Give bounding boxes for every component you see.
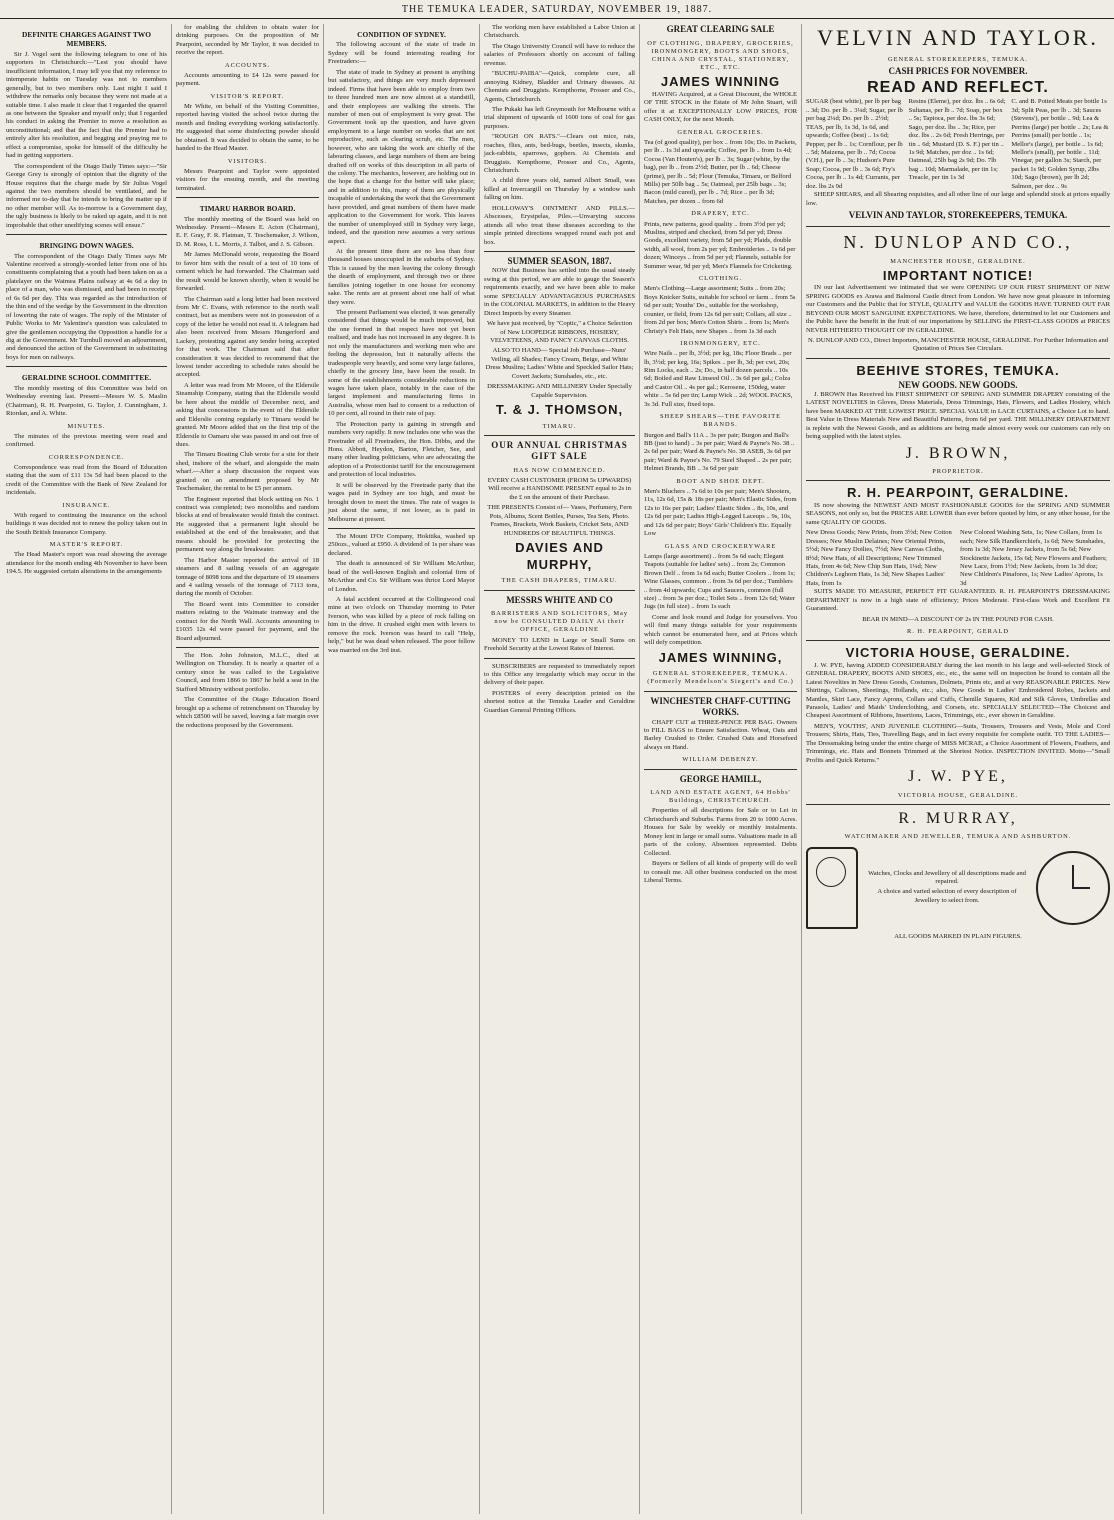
paragraph: The correspondent of the Otago Daily Times says:—"Sir George Grey is strongly of opinion that the dignity of the House requires that the charge made by Sir Julius Vogel against the two members should be ventilated, and he informed me to-day that he intends to bring the matter up if no other member will. As to-morrow is a Government day, the ugly business is likely to be raked up again, and it is not improbable that other unedifying scenes will ensue." xyxy=(6,162,167,229)
paragraph: It will be observed by the Freetrade party that the wages paid in Sydney are too high, and must be brought down to meet the times. The rate of wages is just about the same, if not lower, as is paid in Melbourne at present. xyxy=(328,481,475,523)
price-list: New Dress Goods; New Prints, from 3½d; New Cotton Dresses; New Muslin Delaines; New Oriental Prints, 5½d; New Fancy Doilies, 7½d; New Canvas Cloths, 8½d; New Hats, of all Descriptions; New Trimmed Hats, from 4s 6d; New Chip Sun Hats, 1¼d; New Children's Leghorn Hats, 1s 3d; New Shapes Ladies' Hats, from 1s xyxy=(806,529,952,587)
ad-signature: VELVIN AND TAYLOR, STOREKEEPERS, TEMUKA. xyxy=(848,210,1068,221)
subhead: BOOT AND SHOE DEPT. xyxy=(676,477,765,485)
divider xyxy=(484,590,635,591)
paragraph: THE PRESENTS Consist of— Vases, Perfumery, Fern Pots, Albums, Scent Bottles, Purses, Tea Sets, Photo. Frames, Brackets, Work Baskets, Cricket Sets, AND HUNDREDS OF BEAUTIFUL THINGS. xyxy=(487,504,632,537)
signature: WILLIAM DEBENZY. xyxy=(682,756,759,764)
subhead: CORRESPONDENCE. xyxy=(48,453,125,461)
ad-heading: GEORGE HAMILL, xyxy=(679,773,762,784)
paragraph: BEAR IN MIND—A DISCOUNT OF 2s IN THE POUND FOR CASH. xyxy=(862,615,1054,623)
paragraph: SHEEP SHEARS, and all Shearing requisites, and all other line of our large and splendid stock at prices equally low. xyxy=(806,191,1110,207)
ad-heading: J. BROWN, xyxy=(905,444,1011,462)
paragraph: The Committee of the Otago Education Board brought up a scheme of retrenchment on Thursday by which £8500 will be saved, leaving a fair margin over the reductions proposed by the Government. xyxy=(176,696,319,729)
paragraph: J. W. PYE, having ADDED CONSIDERABLY during the last month to his large and well-selected Stock of GENERAL DRAPERY, BOOTS AND SHOES, etc., etc., the same will on inspection be found to contain all the Latest Novelties in New Dress Goods, Costumes, Dolmets, Prints etc, and at very REASONABLE PRICES. New Shirtings, Calicoes, Sheetings, Hollands, etc.; also, New Goods in Ladies' Embroidered Robes, Jackets and Mantles, Skirt Lace, Fancy Aprons, Collars and Cuffs, Chenille Squares, Kid and Silk Gloves, Umbrellas and Parasols, Ladies' and Maids' Underclothing, and Corsets, etc. SPECIALLY SELECTED—The Choicest and Cheapest Assortment of Ribbons, Insertions, Laces, Trimmings, etc., ever shown in Geraldine. xyxy=(806,661,1110,720)
subhead: INSURANCE. xyxy=(62,501,111,509)
ad-heading: NEW GOODS. NEW GOODS. xyxy=(898,379,1018,390)
paragraph: The Chairman said a long letter had been received from Mr C. Evans, with reference to the north wall contract, but as members were not in possession of a copy of the letter he would not read it. A telegram had also been received from Messrs Hungerford and Lackey, protesting against any tender being accepted for that work. The Chairman said that after consideration it was decided to recommend that the lowest tender according to schedule rates should be accepted. xyxy=(176,295,319,379)
ad-heading: BEEHIVE STORES, TEMUKA. xyxy=(856,362,1060,378)
headline: GERALDINE SCHOOL COMMITTEE. xyxy=(21,373,152,383)
ad-heading: R. MURRAY, xyxy=(898,809,1018,827)
price-table xyxy=(806,98,1110,191)
ad-heading: DAVIES AND MURPHY, xyxy=(515,540,604,572)
pocket-watch-icon xyxy=(1036,851,1110,925)
masthead: THE TEMUKA LEADER, SATURDAY, NOVEMBER 19, 1887. xyxy=(0,4,1114,19)
divider xyxy=(484,251,635,252)
ad-heading: JAMES WINNING, xyxy=(658,649,783,665)
ad-heading: MESSRS WHITE AND CO xyxy=(506,594,613,605)
divider xyxy=(806,358,1110,359)
paragraph: Mr James McDonald wrote, requesting the Board to favor him with the result of a test of 10 tons of cement which he had forwarded. The Chairman said the result would be known shortly, when it would be forwarded. xyxy=(176,251,319,293)
paragraph: Accounts amounting to £4 12s were passed for payment. xyxy=(176,71,319,88)
paragraph: A fatal accident occurred at the Collingwood coal mine at two o'clock on Thursday morning to Peter Iverson, who was killed by a piece of rock falling on him in the drive. It crushed eight men with levers to remove the rock. Iverson was heard to call "Help, help," but he was dead when released. The poor fellow was married on the 3rd inst. xyxy=(328,596,475,654)
divider xyxy=(484,435,635,436)
paragraph: HOLLOWAY'S OINTMENT AND PILLS.—Abscesses, Erysipelas, Piles.—Unvarying success attends all who treat these diseases according to the simple printed directions wrapped round each pot and box. xyxy=(484,204,635,246)
paragraph: ALL GOODS MARKED IN PLAIN FIGURES. xyxy=(894,933,1022,941)
paragraph: The Protection party is gaining in strength and numbers very rapidly. It now includes one who was the Freetrader of all Freetraders, the Hon. Dibbs, and the Hons. Abbott, Heydon, Barton, Fletcher, See, and many other leading politicians, who are advocating the adoption of a Protectionist tariff for the encouragement and protection of local industries. xyxy=(328,420,475,479)
paragraph: We have just received, by "Coptic," a Choice Selection of New LOOPEDGE RIBBONS, HOSIERY, VELVETEENS, AND FANCY CANVAS CLOTHS. xyxy=(486,320,633,344)
divider xyxy=(806,480,1110,481)
ad-heading: IMPORTANT NOTICE! xyxy=(882,267,1034,283)
paragraph: ALSO TO HAND— Special Job Purchase—Nuns' Veiling, all Shades; Fancy Cream, Beige, and White Dress Muslins; Ladies' White and Speckled Sailor Hats; Covert Jackets; Sunshades, etc., etc. xyxy=(485,347,634,380)
ad-heading: R. H. PEARPOINT, GERALDINE. xyxy=(846,485,1070,501)
paragraph: Watches, Clocks and Jewellery of all descriptions made and repaired. xyxy=(868,869,1026,885)
ad-heading: OUR ANNUAL CHRISTMAS GIFT SALE xyxy=(491,439,628,462)
subhead: VISITORS. xyxy=(227,157,268,165)
ad-heading: VICTORIA HOUSE, GERALDINE. xyxy=(845,645,1071,661)
divider xyxy=(644,769,797,770)
paragraph: Buyers or Sellers of all kinds of property will do well to consult me. All other business conducted on the most Liberal Terms. xyxy=(644,860,797,884)
paragraph: The correspondent of the Otago Daily Times says Mr Valentine received a strongly-worded letter from one of his constituents complaining that a youth had been taken on as a platelayer on the Waimea Plains railway at 4s 6d a day in place of a man, who was dismissed, and had been in receipt of 6s 6d per day. This was regarded as the introduction of the thin end of the wedge by the Government in the direction of lowering the rate of wages. The reply of the Minister of Public Works to Mr Valentine's question was calculated to give the gentlemen occupying the Opposition a handle for a dig at the Government. Mr Turnbull moved an adjournment, and denounced the action of the Government in substituting boys for men on railways. xyxy=(6,252,167,361)
ad-heading: VELVIN AND TAYLOR. xyxy=(817,25,1099,50)
subhead: GLASS AND CROCKERYWARE xyxy=(664,542,777,550)
paragraph: Properties of all descriptions for Sale or to Let in Christchurch and Suburbs. Farms from 20 to 1000 Acres. Houses for Sale by weekly or monthly instalments. Money lent in large or small sums. Valuations made in all parts of the colony. Absentees represented. Debts Collected. xyxy=(644,807,797,857)
paragraph: N. DUNLOP AND CO., Direct Importers, MANCHESTER HOUSE, GERALDINE. For Further Information and Quotation of Prices See Circulars. xyxy=(807,337,1109,353)
ad-subheading: HAS NOW COMMENCED. xyxy=(513,466,606,474)
paragraph: The Otago University Council will have to reduce the salaries of Professors shortly on account of falling revenue. xyxy=(484,42,635,67)
paragraph: The Engineer reported that block setting on No. 1 contract was completed; two monoliths and random blocks at end of breakwater would finish the contract. He suggested that a permanent light should be established at the end of the breakwater, and that means should be provided for protecting the permanent way along the breakwater. xyxy=(176,495,319,554)
ad-subheading: WATCHMAKER AND JEWELLER, TEMUKA AND ASHBURTON. xyxy=(844,833,1072,841)
paragraph: Sir J. Vogel sent the following telegram to one of his supporters in Christchurch:—"Lest you should have insufficient information, I may tell you that my reference to intemperate habits on Tuesday was not to members generally, but to two members only. Last night I said I withdrew the remarks only because they were not made at a suitable time. I also made it clear that I regarded the quarrel as one between the Speaker and myself only; that I regarded his conduct in asking the Premier to move a resolution as unconstitutional; and that the fact that the Premier had to entirely alter his resolution, and begging and praying me to effect a compromise, spoke for himself of the difficulty he had in getting supporters. xyxy=(6,50,167,160)
ad-heading: CASH PRICES FOR NOVEMBER. xyxy=(888,66,1028,77)
signature: R. H. PEARPOINT, GERALD xyxy=(906,628,1010,636)
paragraph: The minutes of the previous meeting were read and confirmed. xyxy=(6,432,167,449)
ad-subheading: VICTORIA HOUSE, GERALDINE. xyxy=(897,791,1019,799)
ad-subheading: OF CLOTHING, DRAPERY, GROCERIES, IRONMONGERY, BOOTS AND SHOES, CHINA AND CRYSTAL, STATIONERY, ETC., ETC. xyxy=(647,39,794,72)
price-list: Lamps (large assortment) .. from 5s 6d each; Elegant Teapots (suitable for ladies' sets) .. from 2s; Common Brown Delf .. from 1s 6d each; Butter Coolers .. from 1s; Wine Glasses, common .. from 3s 6d per doz.; Tumblers .. from 4d upwards; Cups and Saucers, common (full size) .. from 3s per doz.; Toilet Sets .. from 12s 6d; Water Jugs (in full size) .. from 1s each xyxy=(644,552,796,611)
divider xyxy=(328,528,475,529)
paragraph: With regard to continuing the insurance on the school buildings it was decided not to renew the policy taken out in the South British Insurance Company. xyxy=(6,511,167,536)
price-list: Resins (Eleme), per doz. lbs .. 6s 6d; Sultanas, per lb .. 7d; Soap, per box .. 5s; Tapioca, per doz. lbs 3s 6d; Sago, per doz. lbs .. 3s; Rice, per doz. lbs .. 2s 6d; Fresh Herrings, per tin .. 6d; Mustard (D. S. F.) per tin .. 1s 9d; Matches, per doz .. 1s 6d; Oatmeal, 25lb bag 2s 9d; Do. 7lb bag .. 10d; Marmalade, per tin 1s; Treacle, per tin 1s 3d xyxy=(908,98,1006,182)
ad-heading: N. DUNLOP AND CO., xyxy=(843,231,1073,252)
ad-heading: J. W. PYE, xyxy=(908,768,1008,786)
divider xyxy=(6,234,167,235)
subhead: GENERAL GROCERIES. xyxy=(677,128,764,136)
subhead: IRONMONGERY, ETC. xyxy=(680,339,761,347)
price-list: SUGAR (best white), per lb per bag .. 3d; Do. per lb .. 3¼d; Sugar, per lb per bag 2¼d; Do. per lb .. 2½d; TEAS, per lb, 1s 3d, 1s 6d, and upwards; Coffee (best) .. 1s 6d; Pepper, per lb .. 1s; Cornflour, per lb .. 5d; Maizena, per lb .. 7d; Cocoa (V.H.), per lb .. 3s; Hudson's Pure Soap; Cocoa, per lb .. 3s 6d; Fry's Cocoa, per lb .. 1s 4d; Currants, per doz. lbs 2s 9d xyxy=(806,98,903,190)
price-list: Prints, new patterns, good quality .. from 3½d per yd; Muslins, striped and checked, from 5d per yd; Dress Goods, excellent variety, from 5d per yd; Plaids, double width, all wool, from 2s per yd; Embroideries .. 1s 6d per dozen; Winceys .. from 5d per yd; Flannels, suitable for Summer wear, 9d per yd; Men's Flannels for Cricketing. xyxy=(644,220,796,270)
paragraph: The monthly meeting of the Board was held on Wednesday. Present—Messrs E. Acton (Chairman), E. F. Gray, F. R. Flatman, T. Teschemaker, J. Wilson, D. M. Ross, I. L. Morris, J. Talbot, and J. S. Gibson. xyxy=(176,215,319,248)
subhead: CLOTHING. xyxy=(698,275,743,283)
paragraph: A letter was read from Mr Moore, of the Eldersile Steamship Company, stating that the Eldersile would be here about the middle of December next, and asking that concessions in the event of the Eldersile and Elderslie coming regularly to Timaru would be granted. Mr Moore added that on the first trip of the Eldersile to Oamaru she was passed in and out free of dues. xyxy=(176,381,319,448)
paragraph: Mr White, on behalf of the Visiting Committee, reported having visited the school twice during the month and finding everything working satisfactorily. He suggested that some disinfecting powder should be obtained. It was decided to obtain the same, to be handed to the Head Master. xyxy=(176,103,319,153)
headline: BRINGING DOWN WAGES. xyxy=(39,241,134,251)
divider xyxy=(176,197,319,198)
headline: DEFINITE CHARGES AGAINST TWO MEMBERS. xyxy=(22,30,151,49)
price-list: Men's Bluchers .. 7s 6d to 10s per pair; Men's Shooters, 11s, 12s 6d, 15s & 18s per pair; Men's Elastic Sides, from 12s to 16s per pair; Ladies' Elastic Sides .. 8s, 10s, and 12s 6d per pair; Ladies High-Legged Laceups .. 9s, 10s, and 12s 6d per pair; Boys' Girls' Children's Etc. Equally Low xyxy=(644,487,797,538)
paragraph: HAVING Acquired, at a Great Discount, the WHOLE OF THE STOCK in the Estate of Mr John Stuart, will offer it at EXCEPTIONALLY LOW PRICES, FOR CASH ONLY, for the next Month. xyxy=(644,90,797,124)
ad-subheading: MANCHESTER HOUSE, GERALDINE. xyxy=(890,257,1026,265)
price-list: Wire Nails .. per lb, 3½d; per kg, 18s; Floor Brads .. per lb, 3½d; per keg, 16s; Spikes .. per lb, 3d; per cwt, 20s; Rim Locks, each .. 2s; Do., in half dozen parcels .. 10s 6d; Boiled and Raw Linseed Oil .. 3s 6d per gal.; Colza and Castor Oil .. 4s per gal.; Kerosene, 150deg, water white .. 5s 6d per tin; Lamp Wick .. 2d; WOOL PACKS, 3s 3d. Full size, fixed tops. xyxy=(644,350,793,408)
headline: CONDITION OF SYDNEY. xyxy=(357,30,446,39)
paragraph: The Harbor Master reported the arrival of 18 steamers and 8 sailing vessels of an aggregate tonnage of 8098 tons and the departure of 19 steamers and 4 sailing vessels of the tonnage of 7113 tons, during the month of October. xyxy=(176,556,320,598)
paragraph: SUITS MADE TO MEASURE, PERFECT FIT GUARANTEED. R. H. PEARPOINT'S DRESSMAKING DEPARTMENT is now in a high state of efficiency; Prices Moderate. First-class Work and Excellent Fit Guaranteed. xyxy=(806,588,1110,613)
paragraph: The Mount D'Or Company, Hokitika, washed up 250ozs., valued at £950. A dividend of 1s per share was declared. xyxy=(328,532,475,557)
price-list: Burgon and Ball's 11A .. 3s per pair; Burgon and Ball's BB (just to hand) .. 3s per pair; Ward & Payne's No. 38 .. 2s 6d per pair; Ward & Payne's No. 38 ASEB, 3s 6d per pair; Ward & Payne's No. 79 Steel Shaped .. 2s per pair; Helmet Brands, BB .. 3s 6d per pair xyxy=(644,431,795,473)
paragraph: The Timaru Boating Club wrote for a site for their shed, inshore of the wharf, and alongside the main wharf.—After a sharp discussion the request was granted on an amendment proposed by Mr Teschemaker, the rental to be £5 per annum. xyxy=(176,451,319,493)
subhead: MINUTES. xyxy=(67,422,106,430)
price-list: New Colored Washing Sets, 1s; New Collars, from 1s each; New Silk Handkerchiefs, 1s 6d; New Sunshades, from 1s 3d; New Jersey Jackets, from 5s 6d; New Stockinette Jackets, 15s 6d; New Flowers and Feathers; New Lace, from 1½d; New Jackets, from 1s 3d doz; New Children's Pinafores, 1s; New Ladies' Aprons, 1s 3d xyxy=(960,529,1107,587)
ad-subheading: LAND AND ESTATE AGENT, 64 Hobbs' Buildings, CHRISTCHURCH. xyxy=(650,789,791,805)
column-1 xyxy=(2,24,172,1514)
paragraph: The Hon. John Johnston, M.L.C., died at Wellington on Thursday. It is nearly a quarter of a century since he was called to the Legislative Council, and from 1866 to 1867 he held a seat in the Stafford Ministry without portfolio. xyxy=(176,652,319,693)
paragraph: EVERY CASH CUSTOMER (FROM 5s UPWARDS) Will receive a HANDSOME PRESENT equal to 2s in the £ on the amount of their Purchase. xyxy=(487,477,632,501)
paragraph: The following account of the state of trade in Sydney will be found interesting reading for Freetraders:— xyxy=(328,41,475,66)
ad-subheading: BARRISTERS AND SOLICITORS, May now be CONSULTED DAILY At their OFFICE, GERALDINE xyxy=(490,610,629,634)
divider xyxy=(806,226,1110,227)
column-3 xyxy=(324,24,480,1514)
divider xyxy=(644,691,797,692)
divider xyxy=(806,804,1110,805)
ad-heading: SUMMER SEASON, 1887. xyxy=(507,255,612,266)
subhead: SHEEP SHEARS—THE FAVORITE BRANDS. xyxy=(659,413,782,429)
ad-subheading: THE CASH DRAPERS, TIMARU. xyxy=(501,577,618,585)
subhead: DRAPERY, ETC. xyxy=(691,210,750,218)
paragraph: The monthly meeting of this Committee was held on Wednesday evening last. Present—Messrs W. S. Maslin (Chairman), R. H. Pearpoint, G. Taylor, J. Cunningham, J. Riordan, and A. White. xyxy=(6,384,167,418)
ad-subheading: GENERAL STOREKEEPERS, TEMUKA. xyxy=(887,56,1028,64)
column-5 xyxy=(640,24,802,1514)
paragraph: POSTERS of every description printed on the shortest notice at the Temuka Leader and Geraldine Guardian General Printing Offices. xyxy=(484,689,635,714)
ad-subheading: TIMARU. xyxy=(542,422,577,430)
paragraph: Come and look round and Judge for yourselves. You will find many things suitable for your requirements which cannot be enumerated here, and at Prices which will defy competition. xyxy=(644,613,797,647)
paragraph: At the present time there are no less than four thousand houses unoccupied in the suburbs of Sydney. This is caused by the men leaving the colony through the dearth of employment, and through two or three families joining together in one house for economy sake. The rents are at present about one half of what they were. xyxy=(328,247,475,306)
paragraph: DRESSMAKING AND MILLINERY Under Specially Capable Supervision. xyxy=(487,383,632,399)
paragraph: A child three years old, named Albert Small, was killed at Invercargill on Thursday by a window sash falling on him. xyxy=(484,177,635,202)
paragraph: The Board went into Committee to consider matters relating to the Waimate tramway and the contract for the North Wall. Accounts amounting to £1035 12s 4d were passed for payment, and the Board adjourned. xyxy=(176,600,319,642)
divider xyxy=(6,366,167,367)
paragraph: The Pukaki has left Greymouth for Melbourne with a trial shipment of upwards of 1600 tons of coal for gas purposes. xyxy=(484,105,635,130)
paragraph: for enabling the children to obtain water for drinking purposes. On the proposition of Mr Pearpoint, seconded by Mr Taylor, it was decided to receive the report. xyxy=(176,24,319,57)
paragraph: The death is announced of Sir William McArthur, head of the well-known English and colonial firm of McArthur and Co. Sir William was thrice Lord Mayor of London. xyxy=(328,560,475,593)
paragraph: SUBSCRIBERS are requested to immediately report to this Office any irregularity which may occur in the delivery of their paper. xyxy=(484,662,635,687)
divider xyxy=(806,640,1110,641)
headline: TIMARU HARBOR BOARD. xyxy=(199,204,296,214)
paragraph: IS now showing the NEWEST AND MOST FASHIONABLE GOODS for the SPRING AND SUMMER SEASONS, not only so, but the PRICES ARE LOWER than ever before quoted by him, or any other house, for the same QUALITY OF GOODS. xyxy=(806,501,1111,526)
paragraph: J. BROWN Has Received his FIRST SHIPMENT OF SPRING AND SUMMER DRAPERY consisting of the LATEST NOVELTIES in Gloves, Dress Materials, Dress Trimmings, Hats, Flowers, and Ladies Hosiery, which have been MARKED AT THE LOWEST PRICE. SPECIAL VALUE in LACE CURTAINS, a Choice Lot to hand. Best Value in Dress Materials New and Beautiful Patterns, from 6d per yard. THE MILLINERY DEPARTMENT is replete with the Newest Goods, and as additions are being made almost every week our customers can rely on being supplied with the latest styles. xyxy=(806,391,1110,441)
paragraph: A choice and varied selection of every description of Jewellery to select from. xyxy=(877,888,1017,904)
ad-subheading: GENERAL STOREKEEPER, TEMUKA. (Formerly Mendelson's Siegert's and Co.) xyxy=(647,670,794,686)
subhead: MASTER'S REPORT. xyxy=(49,541,124,548)
ad-heading: T. & J. THOMSON, xyxy=(495,402,624,418)
price-list: Tea (of good quality), per box .. from 10s; Do. in Packets, per lb .. 1s 3d and upwards; Coffee, per lb .. from 1s 4d; Cocoa (Van Houten's), per lb .. 3s; Sugar (white, by the bag), per lb .. from 2½d; Butter, per lb .. 6d; Cheese (prime), per lb .. 5d; Flour (Temuka, Timaru, or Belford Mills) per 50lb bag .. 5s; Oatmeal, per 25lb bags .. 3s; Bacon (mild cured), per lb .. 7d; Rice .. per lb 3d; Matches, per dozen .. from 6d xyxy=(644,138,797,205)
paragraph: "BUCHU-PAIBA"—Quick, complete cure, all annoying Kidney, Bladder and Urinary diseases. At Chemists and Druggists. Kempthorne, Prosser and Co., Agents, Christchurch. xyxy=(484,70,635,103)
divider xyxy=(176,647,319,648)
column-4 xyxy=(480,24,640,1514)
paragraph: MEN'S, YOUTHS', AND JUVENILE CLOTHING—Suits, Trousers, Trousers and Vests, Mole and Cord Trousers; Shirts, Hats, Ties, Travelling Bags, and in fact every requisite for complete outfit. TO THE LADIES—The Dressmaking being under the entire charge of MISS MCRAE, a Choice Assortment of Flowers, Feathers, and Trimmings, etc. Hats and Bonnets Trimmed at the Shortest Notice. INSPECTION INVITED. Motto—"Small Profits and Quick Returns." xyxy=(806,722,1110,764)
ad-heading: WINCHESTER CHAFF-CUTTING WORKS. xyxy=(650,695,791,718)
price-table xyxy=(806,529,1110,588)
price-list: Men's Clothing—Large assortment; Suits .. from 20s; Boys Knicker Suits, suitable for school or farm .. from 5s 6d per suit; Youths' Do., suitable for the workshop, counter, or field, from 12s 6d per suit; Collars, all size .. from 2d per box; Men's Cotton Shirts .. from 1s; Men's Christy's Felt Hats, new Shapes .. from 1s 3d each xyxy=(644,285,796,335)
subhead: VISITOR'S REPORT. xyxy=(210,92,285,100)
column-2 xyxy=(172,24,324,1514)
ad-heading: READ AND REFLECT. xyxy=(867,78,1049,96)
paragraph: NOW that Business has settled into the usual steady swing at this period, we are able to gauge the Season's requirements exactly, and we have been able to make some SPECIALLY ADVANTAGEOUS PURCHASES in the COLONIAL MARKETS, in addition to the Heavy Direct Imports by every Steamer. xyxy=(484,267,635,317)
divider xyxy=(484,658,635,659)
paragraph: The working men have established a Labor Union at Christchurch. xyxy=(484,24,635,40)
paragraph: CHAFF CUT at THREE-PENCE PER BAG. Owners to FILL BAGS to Ensure Satisfaction. Wheat, Oats and Barley Crushed to Order. Crushed Oats and Horsefeed always on Hand. xyxy=(644,718,797,751)
ad-heading: GREAT CLEARING SALE xyxy=(666,24,775,34)
ad-heading: JAMES WINNING xyxy=(660,74,781,90)
paragraph: The Head Master's report was read showing the average attendance for the month ending 4th November to have been 194.5. He suggested certain alterations in the arrangements xyxy=(6,551,167,576)
column-6 xyxy=(802,24,1114,1514)
paragraph: IN our last Advertisement we intimated that we were OPENING UP OUR FIRST SHIPMENT OF NEW SPRING GOODS ex Arawa and Balmoral Castle direct from London. We have now great pleasure in informing our Customers and the Public that for STYLE, QUALITY and VALUE the GOODS HAVE TURNED OUT FAR BEYOND OUR MOST SANGUINE EXPECTATIONS. We have, therefore, determined to let our Customers and the Public have the benefit in the fruit of our importations by SELLING the FIRST-CLASS GOODS at PRICES NEVER HITHERTO THOUGHT OF IN GERALDINE. xyxy=(806,284,1110,334)
price-list: C. and B. Potted Meats per bottle 1s 3d; Split Peas, per lb .. 3d; Sauces (Stevens'), per bottle .. 9d; Lea & Perrins (large) per bottle .. 2s; Lea & Perrins (small) per bottle .. 1s; Mellor's (large), per bottle .. 1s 6d; Mellor's (small), per bottle .. 11d; Vinegar, per gallon 3s; Starch, per packet 1s 9d; Golden Syrup, 2lbs 10d; Sago (brown), per lb 2d; Salmon, per doz .. 9s xyxy=(1011,98,1109,190)
ad-subheading: PROPRIETOR. xyxy=(932,468,984,476)
paragraph: Correspondence was read from the Board of Education stating that the sum of £11 13s 5d had been placed to the credit of the Committee with the Bank of New Zealand for incidentals. xyxy=(6,463,167,497)
paragraph: Messrs Pearpoint and Taylor were appointed visitors for the ensuing month, and the meeting terminated. xyxy=(176,167,319,192)
paragraph: The state of trade in Sydney at present is anything but satisfactory, and things are very much depressed indeed. Firms that have been able to employ from two to three hundred men are now almost at a standstill, and their employees are walking the streets. The number of men out of employment is very great. The Government took up the question, and have given employment to a large number on works that are not reproductive, such as clearing scrub, etc. The men, however, who are taking the work are chiefly of the labouring classes, and large numbers of them are being drafted off on works of this description in all parts of the colony. The mechanics, however, are holding out in the hope that a change for the better will take place; and in addition to this, many of them are physically incapable of undertaking the work that the Government have provided, and great numbers of them have made application to the Government for work. This leaves the number of unemployed still in Sydney very large, indeed, and the question now assumes a very serious aspect. xyxy=(328,68,475,245)
paragraph: The present Parliament was elected, it was generally considered that things would be much improved, but the one formed in that respect have not yet been realised, and trade has not increased in any degree. It is not only the manufacturers and working men who are feeling the depression, but it naturally affects the tradespeople very heavily, and some very large failures, chiefly in the grocery line, have been the result. In some of the establishments considerable reductions in wages have taken place, notably in the case of the largest implement and manufacturing firms in Australia, whose men had to consent to a reduction of 10 per cent, all round in their rate of pay. xyxy=(328,309,475,418)
paragraph: "ROUGH ON RATS."—Clears out mice, rats, roaches, flies, ants, bed-bugs, beetles, insects, skunks, jack-rabbits, sparrows, gophers. At Chemists and Druggists. Kempthorne, Prosser and Co., Agents, Christchurch. xyxy=(484,133,635,174)
paragraph: MONEY TO LEND in Large or Small Sums on Freehold Security at the Lowest Rates of Interest. xyxy=(484,636,635,653)
clock-icon xyxy=(806,847,858,929)
subhead: ACCOUNTS. xyxy=(224,61,271,69)
